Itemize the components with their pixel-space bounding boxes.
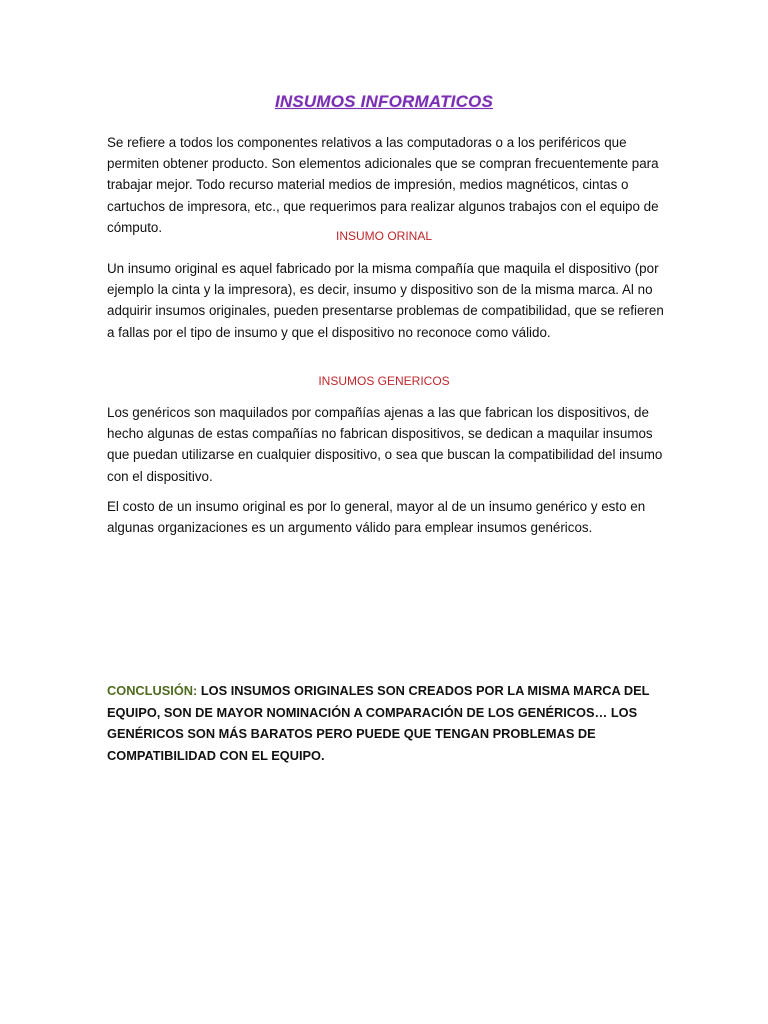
conclusion-paragraph bbox=[107, 680, 677, 766]
conclusion-label: CONCLUSIÓN: bbox=[107, 683, 198, 698]
document-title: INSUMOS INFORMATICOS bbox=[274, 92, 494, 111]
intro-paragraph: Se refiere a todos los componentes relativos a las computadoras o a los periféricos que permiten obtener producto. Son elementos adicionales que se compran frecuentemente para trabajar mejor. Todo recurso material medios de impresión, medios magnéticos, cintas o cartuchos de impresora, etc., que requerimos para realizar algunos trabajos con el equipo de cómputo. bbox=[107, 135, 659, 235]
cost-paragraph: El costo de un insumo original es por lo general, mayor al de un insumo genérico y esto en algunas organizaciones es un argumento válido para emplear insumos genéricos. bbox=[107, 499, 646, 536]
section-heading-insumo-original: INSUMO ORINAL bbox=[335, 229, 432, 243]
generic-supplies-paragraph: Los genéricos son maquilados por compañías ajenas a las que fabrican los dispositivos, de hecho algunas de estas compañías no fabrican dispositivos, se dedican a maquilar insumos que puedan utilizarse en cualquier dispositivo, o sea que buscan la compatibilidad del insumo con el dispositivo. bbox=[107, 405, 663, 484]
original-supplies-paragraph: Un insumo original es aquel fabricado por la misma compañía que maquila el dispositivo (por ejemplo la cinta y la impresora), es decir, insumo y dispositivo son de la misma marca. Al no adquirir insumos originales, pueden presentarse problemas de compatibilidad, que se refieren a fallas por el tipo de insumo y que el dispositivo no reconoce como válido. bbox=[107, 261, 664, 340]
section-heading-insumos-genericos: INSUMOS GENERICOS bbox=[318, 374, 450, 388]
conclusion-text: LOS INSUMOS ORIGINALES SON CREADOS POR LA MISMA MARCA DEL EQUIPO, SON DE MAYOR NOMINACIÓN A COMPARACIÓN DE LOS GENÉRICOS… LOS GENÉRICOS SON MÁS BARATOS PERO PUEDE QUE TENGAN PROBLEMAS DE COMPATIBILIDAD CON EL EQUIPO. bbox=[107, 683, 650, 763]
